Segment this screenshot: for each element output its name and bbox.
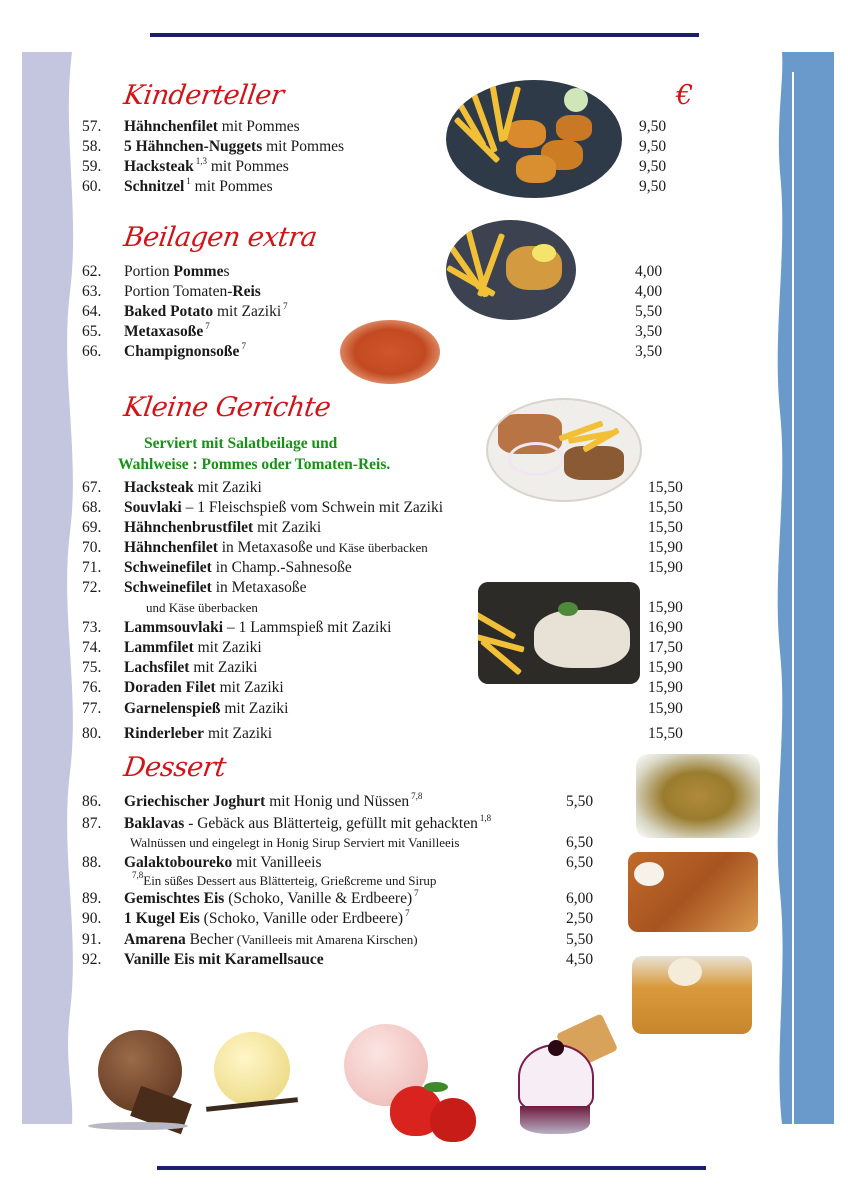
item-price: 15,90: [648, 599, 683, 616]
item-price: 17,50: [648, 639, 683, 656]
item-name: Gemischtes Eis: [124, 890, 225, 907]
menu-item-row: [82, 518, 682, 538]
right-wave-decoration: [772, 52, 834, 1124]
item-detail: (Schoko, Vanille & Erdbeere): [224, 890, 413, 907]
item-name: Schweinefilet: [124, 579, 212, 596]
item-number: 57.: [82, 118, 102, 135]
item-name: Amarena: [124, 931, 186, 948]
item-number: 75.: [82, 659, 102, 676]
item-name: Schnitzel: [124, 178, 185, 195]
item-price: 4,50: [566, 951, 594, 968]
item-number: 76.: [82, 679, 102, 696]
allergen-note: 7: [414, 888, 419, 898]
item-price: 9,50: [639, 118, 667, 135]
item-number: 67.: [82, 479, 102, 496]
item-number: 65.: [82, 323, 102, 340]
item-detail: – 1 Fleischspieß vom Schwein mit Zaziki: [181, 499, 444, 516]
item-description: [124, 889, 419, 910]
item-price: 15,90: [648, 679, 683, 696]
menu-item-row: [82, 498, 682, 518]
item-price: 15,90: [648, 659, 683, 676]
item-name: Souvlaki: [124, 499, 182, 516]
item-price: 4,00: [635, 283, 663, 300]
item-detail: in Metaxasoße: [217, 539, 313, 556]
top-rule: [150, 33, 699, 37]
item-price: 2,50: [566, 910, 594, 927]
item-name: Champignonsoße: [124, 343, 240, 360]
item-description: [124, 538, 428, 558]
item-price: 4,00: [635, 263, 663, 280]
item-description: [124, 302, 288, 323]
item-price: 3,50: [635, 343, 663, 360]
menu-item-row: [82, 699, 682, 719]
item-number: 58.: [82, 138, 102, 155]
item-price: 15,50: [648, 519, 683, 536]
item-detail: in Champ.-Sahnesoße: [211, 559, 352, 576]
menu-item-row: [82, 538, 682, 558]
item-detail: – 1 Lammspieß mit Zaziki: [223, 619, 392, 636]
item-price: 9,50: [639, 158, 667, 175]
item-detail: mit Pommes: [190, 178, 273, 195]
item-number: 66.: [82, 343, 102, 360]
item-description: [124, 853, 322, 873]
item-description: [124, 814, 491, 835]
menu-item-row: [82, 302, 682, 322]
schnitzel-fries-image: [446, 220, 576, 320]
item-price: 6,50: [566, 834, 594, 851]
item-description: [124, 518, 321, 538]
item-description: [124, 724, 272, 744]
item-description: [124, 658, 257, 678]
menu-item-row: [82, 814, 682, 834]
item-detail: mit Zaziki: [213, 303, 282, 320]
allergen-note: 1,8: [479, 813, 492, 823]
menu-item-row: [82, 558, 682, 578]
item-number: 90.: [82, 910, 102, 927]
item-description: [146, 598, 258, 618]
item-description: [130, 833, 459, 853]
beilagen-heading: Beilagen extra: [121, 222, 319, 253]
item-name: Vanille Eis mit Karamellsauce: [124, 951, 324, 968]
nuggets-fries-image: [446, 80, 622, 198]
allergen-note: 7: [405, 908, 410, 918]
item-number: 62.: [82, 263, 102, 280]
item-detail: mit Pommes: [262, 138, 345, 155]
item-number: 74.: [82, 639, 102, 656]
strawberry-ice-cream-image: [344, 1024, 494, 1148]
dessert-heading: Dessert: [121, 752, 228, 783]
item-description: [124, 558, 352, 578]
item-name: Baklavas: [124, 815, 185, 832]
item-price: 15,90: [648, 559, 683, 576]
item-name: Rinderleber: [124, 725, 205, 742]
item-price: 6,50: [566, 854, 594, 871]
item-name: Metaxasoße: [124, 323, 204, 340]
item-detail-small: (Vanilleeis mit Amarena Kirschen): [233, 932, 418, 947]
item-name: Hacksteak: [124, 158, 194, 175]
item-description: [124, 578, 307, 598]
item-description: [124, 322, 210, 343]
menu-item-row: [82, 262, 682, 282]
item-name: 5 Hähnchen-Nuggets: [124, 138, 263, 155]
item-description: [124, 950, 324, 970]
item-description: [124, 498, 443, 518]
item-name: Baked Potato: [124, 303, 214, 320]
item-description: [124, 117, 300, 137]
filet-sauce-image: [478, 582, 640, 684]
item-detail: mit Zaziki: [193, 479, 262, 496]
item-number: 87.: [82, 815, 102, 832]
left-wave-decoration: [22, 52, 76, 1124]
item-detail-small: Ein süßes Dessert aus Blätterteig, Grießcreme und Sirup: [143, 873, 437, 888]
item-detail: mit Pommes: [207, 158, 289, 175]
item-description: [124, 157, 289, 178]
allergen-note: 7: [283, 301, 288, 311]
item-description: [124, 262, 230, 282]
item-detail-small: Walnüssen und eingelegt in Honig Sirup Serviert mit Vanilleeis: [130, 835, 460, 850]
item-price: 5,50: [566, 931, 594, 948]
item-price: 6,00: [566, 890, 594, 907]
item-name: Galaktoboureko: [124, 854, 233, 871]
item-price: 15,50: [648, 499, 683, 516]
item-name: Schweinefilet: [124, 559, 212, 576]
item-description: [124, 638, 262, 658]
serving-note-line1: Serviert mit Salatbeilage und: [144, 435, 338, 452]
item-detail: (Schoko, Vanille oder Erdbeere): [199, 910, 404, 927]
item-price: 15,50: [648, 479, 683, 496]
item-number: 60.: [82, 178, 102, 195]
item-description: [124, 478, 262, 498]
item-detail: mit Honig und Nüssen: [265, 793, 410, 810]
item-name: Garnelenspieß: [124, 700, 221, 717]
item-number: 63.: [82, 283, 102, 300]
item-number: 88.: [82, 854, 102, 871]
item-detail: mit Zaziki: [215, 679, 284, 696]
item-detail: mit Pommes: [217, 118, 300, 135]
item-detail: s: [223, 263, 230, 280]
item-number: 89.: [82, 890, 102, 907]
item-prefix: Portion Tomaten-: [124, 283, 233, 300]
item-price: 5,50: [566, 793, 594, 810]
item-number: 72.: [82, 579, 102, 596]
kleine-gerichte-heading: Kleine Gerichte: [121, 392, 333, 423]
item-number: 73.: [82, 619, 102, 636]
baklava-image: [628, 852, 758, 932]
allergen-note: 7,8: [411, 791, 423, 801]
item-description: [124, 137, 344, 157]
item-detail: Becher: [185, 931, 234, 948]
item-number: 59.: [82, 158, 102, 175]
item-description: [124, 792, 422, 813]
item-number: 64.: [82, 303, 102, 320]
bottom-rule: [157, 1166, 706, 1170]
item-detail-small: und Käse überbacken: [146, 600, 258, 615]
item-detail: in Metaxasoße: [211, 579, 307, 596]
amarena-sundae-image: [504, 1022, 618, 1144]
menu-item-row: [82, 724, 682, 744]
item-name: Hähnchenfilet: [124, 539, 218, 556]
kinderteller-heading: Kinderteller: [121, 80, 286, 111]
item-name: Hähnchenbrustfilet: [124, 519, 254, 536]
item-name: Reis: [232, 283, 261, 300]
item-number: 92.: [82, 951, 102, 968]
item-detail: mit Vanilleeis: [232, 854, 322, 871]
item-detail: mit Zaziki: [193, 639, 262, 656]
tomato-rice-image: [340, 320, 440, 384]
item-name: Pomme: [173, 263, 224, 280]
item-name: Lammsouvlaki: [124, 619, 224, 636]
item-name: 1 Kugel Eis: [124, 910, 200, 927]
item-detail: mit Zaziki: [220, 700, 289, 717]
item-name: Griechischer Joghurt: [124, 793, 266, 810]
item-price: 9,50: [639, 178, 667, 195]
item-description: [124, 282, 261, 302]
allergen-note: 7: [205, 321, 210, 331]
item-description: [124, 618, 391, 638]
item-price: 15,90: [648, 700, 683, 717]
item-detail: mit Zaziki: [253, 519, 322, 536]
item-description: [124, 177, 273, 198]
item-price: 16,90: [648, 619, 683, 636]
item-prefix: Portion: [124, 263, 174, 280]
item-number: 69.: [82, 519, 102, 536]
item-number: 70.: [82, 539, 102, 556]
item-description: [124, 342, 246, 363]
item-price: 3,50: [635, 323, 663, 340]
galaktoboureko-image: [632, 956, 752, 1034]
vanilla-ice-cream-image: [206, 1032, 300, 1122]
item-detail: - Gebäck aus Blätterteig, gefüllt mit gehackten: [184, 815, 478, 832]
serving-note-line2: Wahlweise : Pommes oder Tomaten-Reis.: [118, 456, 391, 473]
item-number: 86.: [82, 793, 102, 810]
item-name: Lammfilet: [124, 639, 194, 656]
item-price: 15,90: [648, 539, 683, 556]
currency-symbol: €: [676, 80, 694, 111]
item-price: 15,50: [648, 725, 683, 742]
item-description: [124, 930, 418, 950]
menu-item-row: [82, 871, 682, 891]
allergen-note: 1,3: [195, 156, 207, 166]
allergen-note: 1: [186, 176, 191, 186]
item-detail: mit Zaziki: [189, 659, 258, 676]
item-name: Doraden Filet: [124, 679, 216, 696]
item-detail: mit Zaziki: [204, 725, 273, 742]
item-number: 68.: [82, 499, 102, 516]
chocolate-ice-cream-image: [88, 1030, 198, 1134]
item-price: 5,50: [635, 303, 663, 320]
item-description: [124, 699, 288, 719]
item-price: 9,50: [639, 138, 667, 155]
allergen-note: 7,8: [132, 870, 144, 880]
item-number: 80.: [82, 725, 102, 742]
item-number: 91.: [82, 931, 102, 948]
menu-item-row: [82, 282, 682, 302]
item-description: [124, 678, 284, 698]
allergen-note: 7: [241, 341, 246, 351]
grill-plate-image: [486, 398, 642, 502]
item-name: Lachsfilet: [124, 659, 190, 676]
yoghurt-walnut-image: [636, 754, 760, 838]
item-detail-small: und Käse überbacken: [312, 540, 428, 555]
item-name: Hähnchenfilet: [124, 118, 218, 135]
item-description: [124, 909, 410, 930]
item-number: 77.: [82, 700, 102, 717]
item-name: Hacksteak: [124, 479, 194, 496]
item-number: 71.: [82, 559, 102, 576]
